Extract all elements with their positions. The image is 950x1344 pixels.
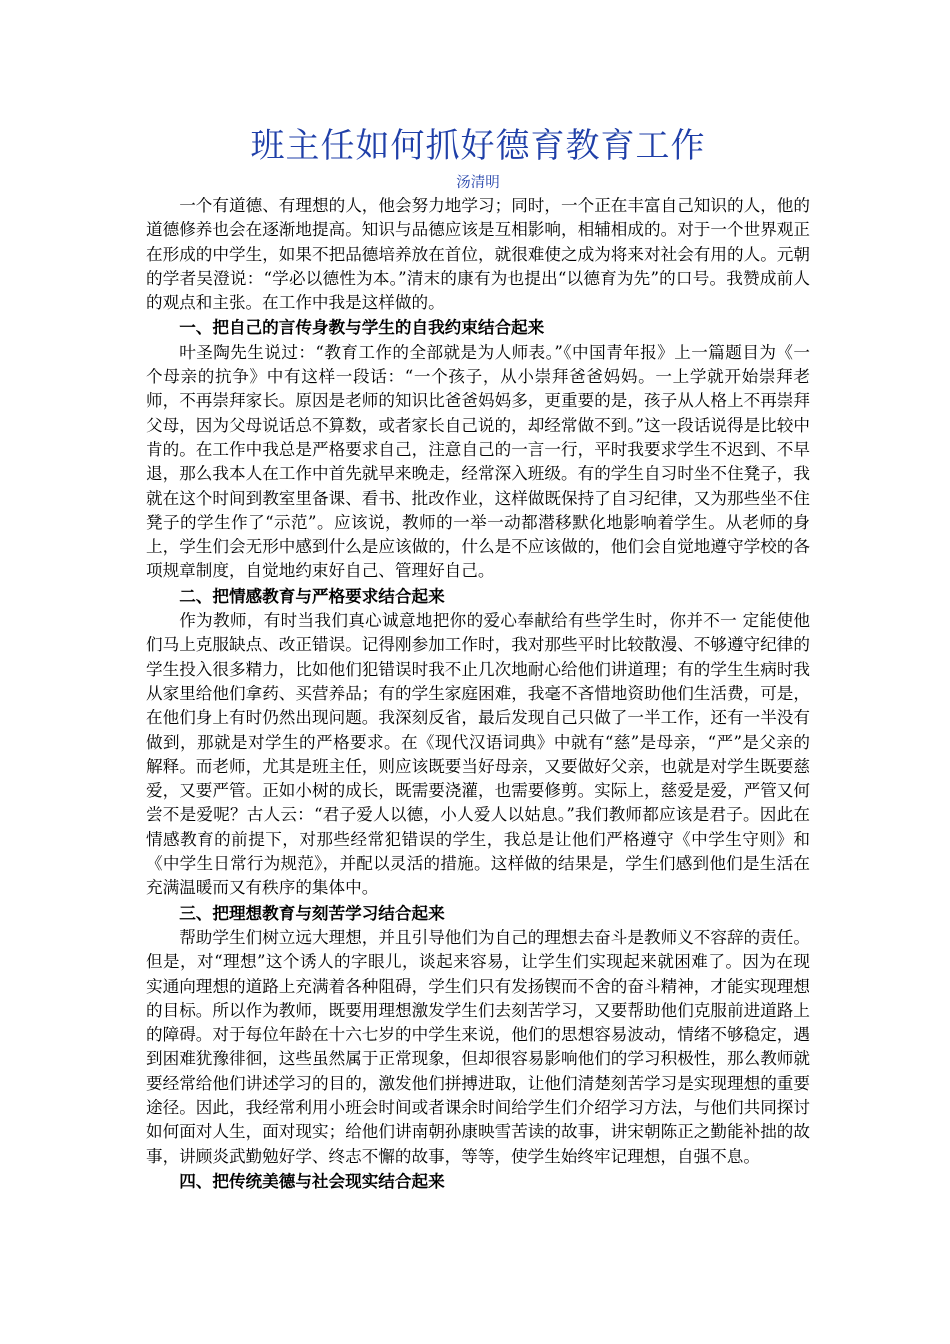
document-title: 班主任如何抓好德育教育工作: [250, 126, 706, 166]
section-4-heading: 四、把传统美德与社会现实结合起来: [179, 1171, 445, 1191]
author-name: 汤清明: [456, 175, 500, 191]
section-1-heading: 一、把自己的言传身教与学生的自我约束结合起来: [179, 318, 545, 338]
document-page: [146, 122, 810, 1194]
section-2-body: 作为教师，有时当我们真心诚意地把你的爱心奉献给有些学生时，你并不一 定能使他们马上克服缺点、改正错误。记得刚参加工作时，我对那些平时比较散漫、不够遵守纪律的学生投入很多精力，比如他们犯错误时我不止几次地耐心给他们讲道理；有的学生生病时我从家里给他们拿药、买营养品；有的学生家庭困难，我毫不吝惜地资助他们生活费，可是，在他们身上有时仍然出现问题。我深刻反省，最后发现自己只做了一半工作，还有一半没有做到，那就是对学生的严格要求。在《现代汉语词典》中就有“慈”是母亲，“严”是父亲的解释。而老师，尤其是班主任，则应该既要当好母亲，又要做好父亲，也就是对学生既要慈爱，又要严管。正如小树的成长，既需要浇灌，也需要修剪。实际上，慈爱是爱，严管又何尝不是爱呢？古人云：“君子爱人以德，小人爱人以姑息。”我们教师都应该是君子。因此在情感教育的前提下，对那些经常犯错误的学生，我总是让他们严格遵守《中学生守则》和《中学生日常行为规范》，并配以灵活的措施。这样做的结果是，学生们感到他们是生活在充满温暖而又有秩序的集体中。: [146, 611, 810, 898]
section-3-heading: 三、把理想教育与刻苦学习结合起来: [179, 903, 445, 923]
section-3-body: 帮助学生们树立远大理想，并且引导他们为自己的理想去奋斗是教师义不容辞的责任。但是，对“理想”这个诱人的字眼儿，谈起来容易，让学生们实现起来就困难了。因为在现实通向理想的道路上充满着各种阻碍，学生们只有发扬锲而不舍的奋斗精神，才能实现理想的目标。所以作为教师，既要用理想激发学生们去刻苦学习，又要帮助他们克服前进道路上的障碍。对于每位年龄在十六七岁的中学生来说，他们的思想容易波动，情绪不够稳定，遇到困难犹豫徘徊，这些虽然属于正常现象，但却很容易影响他们的学习积极性，那么教师就要经常给他们讲述学习的目的，激发他们拼搏进取，让他们清楚刻苦学习是实现理想的重要途径。因此，我经常利用小班会时间或者课余时间给学生们介绍学习方法，与他们共同探讨如何面对人生，面对现实；给他们讲南朝孙康映雪苦读的故事，讲宋朝陈正之勤能补拙的故事，讲顾炎武勤勉好学、终志不懈的故事，等等，使学生始终牢记理想，自强不息。: [146, 927, 810, 1166]
section-1-body: 叶圣陶先生说过：“教育工作的全部就是为人师表。”《中国青年报》上一篇题目为《一个母亲的抗争》中有这样一段话：“一个孩子，从小崇拜爸爸妈妈。一上学就开始崇拜老师，不再崇拜家长。原因是老师的知识比爸爸妈妈多，更重要的是，孩子从人格上不再崇拜父母，因为父母说话总不算数，或者家长自己说的，却经常做不到。”这一段话说得是比较中肯的。在工作中我总是严格要求自己，注意自己的一言一行，平时我要求学生不迟到、不早退，那么我本人在工作中首先就早来晚走，经常深入班级。有的学生自习时坐不住凳子，我就在这个时间到教室里备课、看书、批改作业，这样做既保持了自习纪律，又为那些坐不住凳子的学生作了“示范”。应该说，教师的一举一动都潜移默化地影响着学生。从老师的身上，学生们会无形中感到什么是应该做的，什么是不应该做的，他们会自觉地遵守学校的各项规章制度，自觉地约束好自己、管理好自己。: [146, 342, 810, 581]
section-2-heading: 二、把情感教育与严格要求结合起来: [179, 586, 445, 606]
intro-paragraph: 一个有道德、有理想的人，他会努力地学习；同时，一个正在丰富自己知识的人，他的道德修养也会在逐渐地提高。知识与品德应该是互相影响，相辅相成的。对于一个世界观正在形成的中学生，如果不把品德培养放在首位，就很难使之成为将来对社会有用的人。元朝的学者吴澄说：“学必以德性为本。”清末的康有为也提出“以德育为先”的口号。我赞成前人的观点和主张。在工作中我是这样做的。: [146, 196, 810, 313]
